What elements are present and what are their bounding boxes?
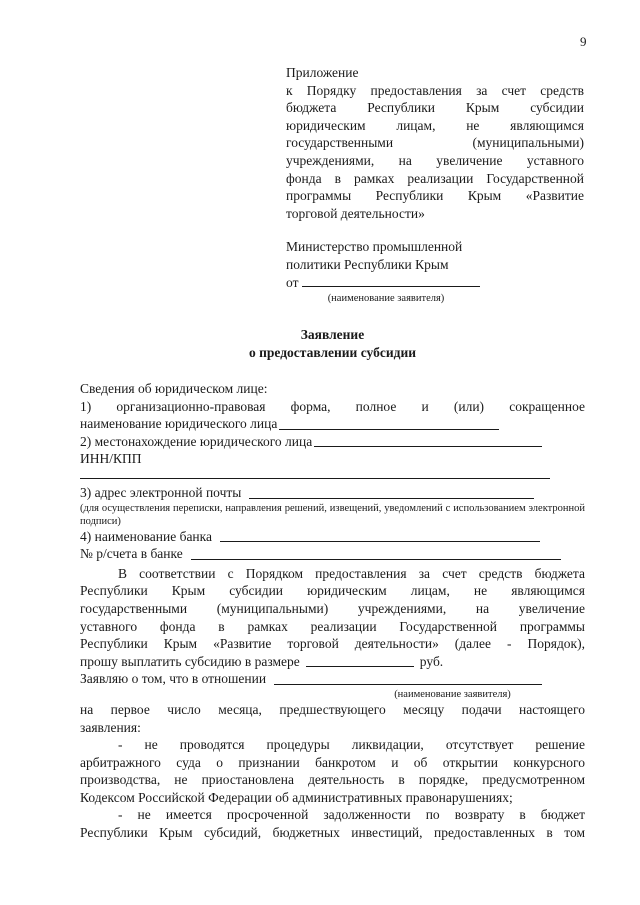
addressee-block	[286, 238, 584, 305]
title-line-2: о предоставлении субсидии	[248, 344, 417, 360]
org-name-field[interactable]	[279, 417, 499, 430]
item-2-label: 2) местонахождение юридического лица	[80, 433, 313, 449]
title-line-1: Заявление	[300, 327, 365, 342]
appendix-line: к Порядку предоставления за счет средств	[286, 82, 584, 98]
appendix-line: торговой деятельности»	[286, 205, 425, 221]
account-row	[80, 545, 585, 563]
statement-line: заявления:	[80, 719, 141, 735]
appendix-line: юридическим лицам, не являющимся	[286, 117, 584, 133]
declare-label: Заявляю о том, что в отношении	[80, 671, 267, 687]
bullet-line: производства, не приостановлена деятельность в порядке, предусмотренном	[80, 772, 585, 788]
item-1-line-2	[80, 415, 585, 433]
addressee-line: политики Республики Крым	[286, 256, 449, 272]
item-3-label: 3) адрес электронной почты	[80, 484, 242, 500]
statement-line: государственными (муниципальными) учреждениями, на увеличение	[80, 600, 585, 616]
bullet-line: арбитражного суда о признании банкротом и об открытии конкурсного	[80, 754, 585, 770]
applicant-name-field[interactable]	[302, 273, 480, 287]
appendix-line: учреждениями, на увеличение уставного	[286, 152, 584, 168]
from-line	[286, 273, 584, 292]
appendix-line: бюджета Республики Крым субсидии	[286, 100, 584, 116]
item-1-label: наименование юридического лица	[80, 416, 278, 432]
statement-line: на первое число месяца, предшествующего месяцу подачи настоящего	[80, 701, 585, 717]
bullet-line: Кодексом Российской Федерации об административных правонарушениях;	[80, 789, 513, 805]
payment-prefix: прошу выплатить субсидию в размере	[80, 653, 300, 669]
from-note: (наименование заявителя)	[327, 292, 445, 304]
page-number: 9	[580, 34, 587, 49]
subsidy-amount-field[interactable]	[306, 654, 414, 667]
location-field[interactable]	[314, 434, 542, 447]
payment-row	[80, 653, 585, 671]
statement-line: Республики Крым субсидии юридическим лицам, не являющимся	[80, 583, 585, 599]
item-1-line-1: 1) организационно-правовая форма, полное и (или) сокращенное	[80, 398, 585, 414]
item-3	[80, 484, 585, 502]
item-3-note: (для осуществления переписки, направления решений, извещений, уведомлений с использованием электронной подписи)	[80, 502, 585, 527]
appendix-line: государственными (муниципальными)	[286, 135, 584, 151]
from-label: от	[286, 275, 299, 291]
section-label: Сведения об юридическом лице:	[80, 381, 268, 396]
account-field[interactable]	[191, 547, 561, 560]
statement-line: В соответствии с Порядком предоставления за счет средств бюджета	[118, 565, 585, 581]
document-title	[80, 326, 585, 361]
appendix-line: фонда в рамках реализации Государственной	[286, 170, 584, 186]
declare-row	[80, 670, 585, 688]
inn-kpp-row	[80, 468, 585, 482]
statement-line: уставного фонда в рамках реализации Государственной программы	[80, 618, 585, 634]
bullet-line: - не имеется просроченной задолженности по возврату в бюджет	[118, 807, 585, 823]
inn-kpp-label: ИНН/КПП	[80, 451, 142, 467]
bullet-line: Республики Крым субсидий, бюджетных инвестиций, предоставленных в том	[80, 825, 585, 841]
appendix-block	[286, 64, 584, 222]
inn-kpp-field[interactable]	[80, 466, 550, 479]
declare-note: (наименование заявителя)	[394, 688, 511, 700]
bullet-line: - не проводятся процедуры ликвидации, отсутствует решение	[118, 737, 585, 753]
appendix-line: программы Республики Крым «Развитие	[286, 188, 584, 204]
appendix-line: Приложение	[286, 65, 359, 80]
form-body	[80, 380, 585, 842]
item-2	[80, 433, 585, 451]
item-4	[80, 528, 585, 546]
bank-name-field[interactable]	[220, 529, 540, 542]
email-field[interactable]	[249, 486, 534, 499]
currency-label: руб.	[419, 653, 444, 669]
addressee-line: Министерство промышленной	[286, 239, 463, 254]
declare-applicant-field[interactable]	[274, 672, 542, 685]
statement-line: Республики Крым «Развитие торговой деятельности» (далее - Порядок),	[80, 636, 585, 652]
account-label: № р/счета в банке	[80, 546, 183, 562]
item-4-label: 4) наименование банка	[80, 528, 213, 544]
